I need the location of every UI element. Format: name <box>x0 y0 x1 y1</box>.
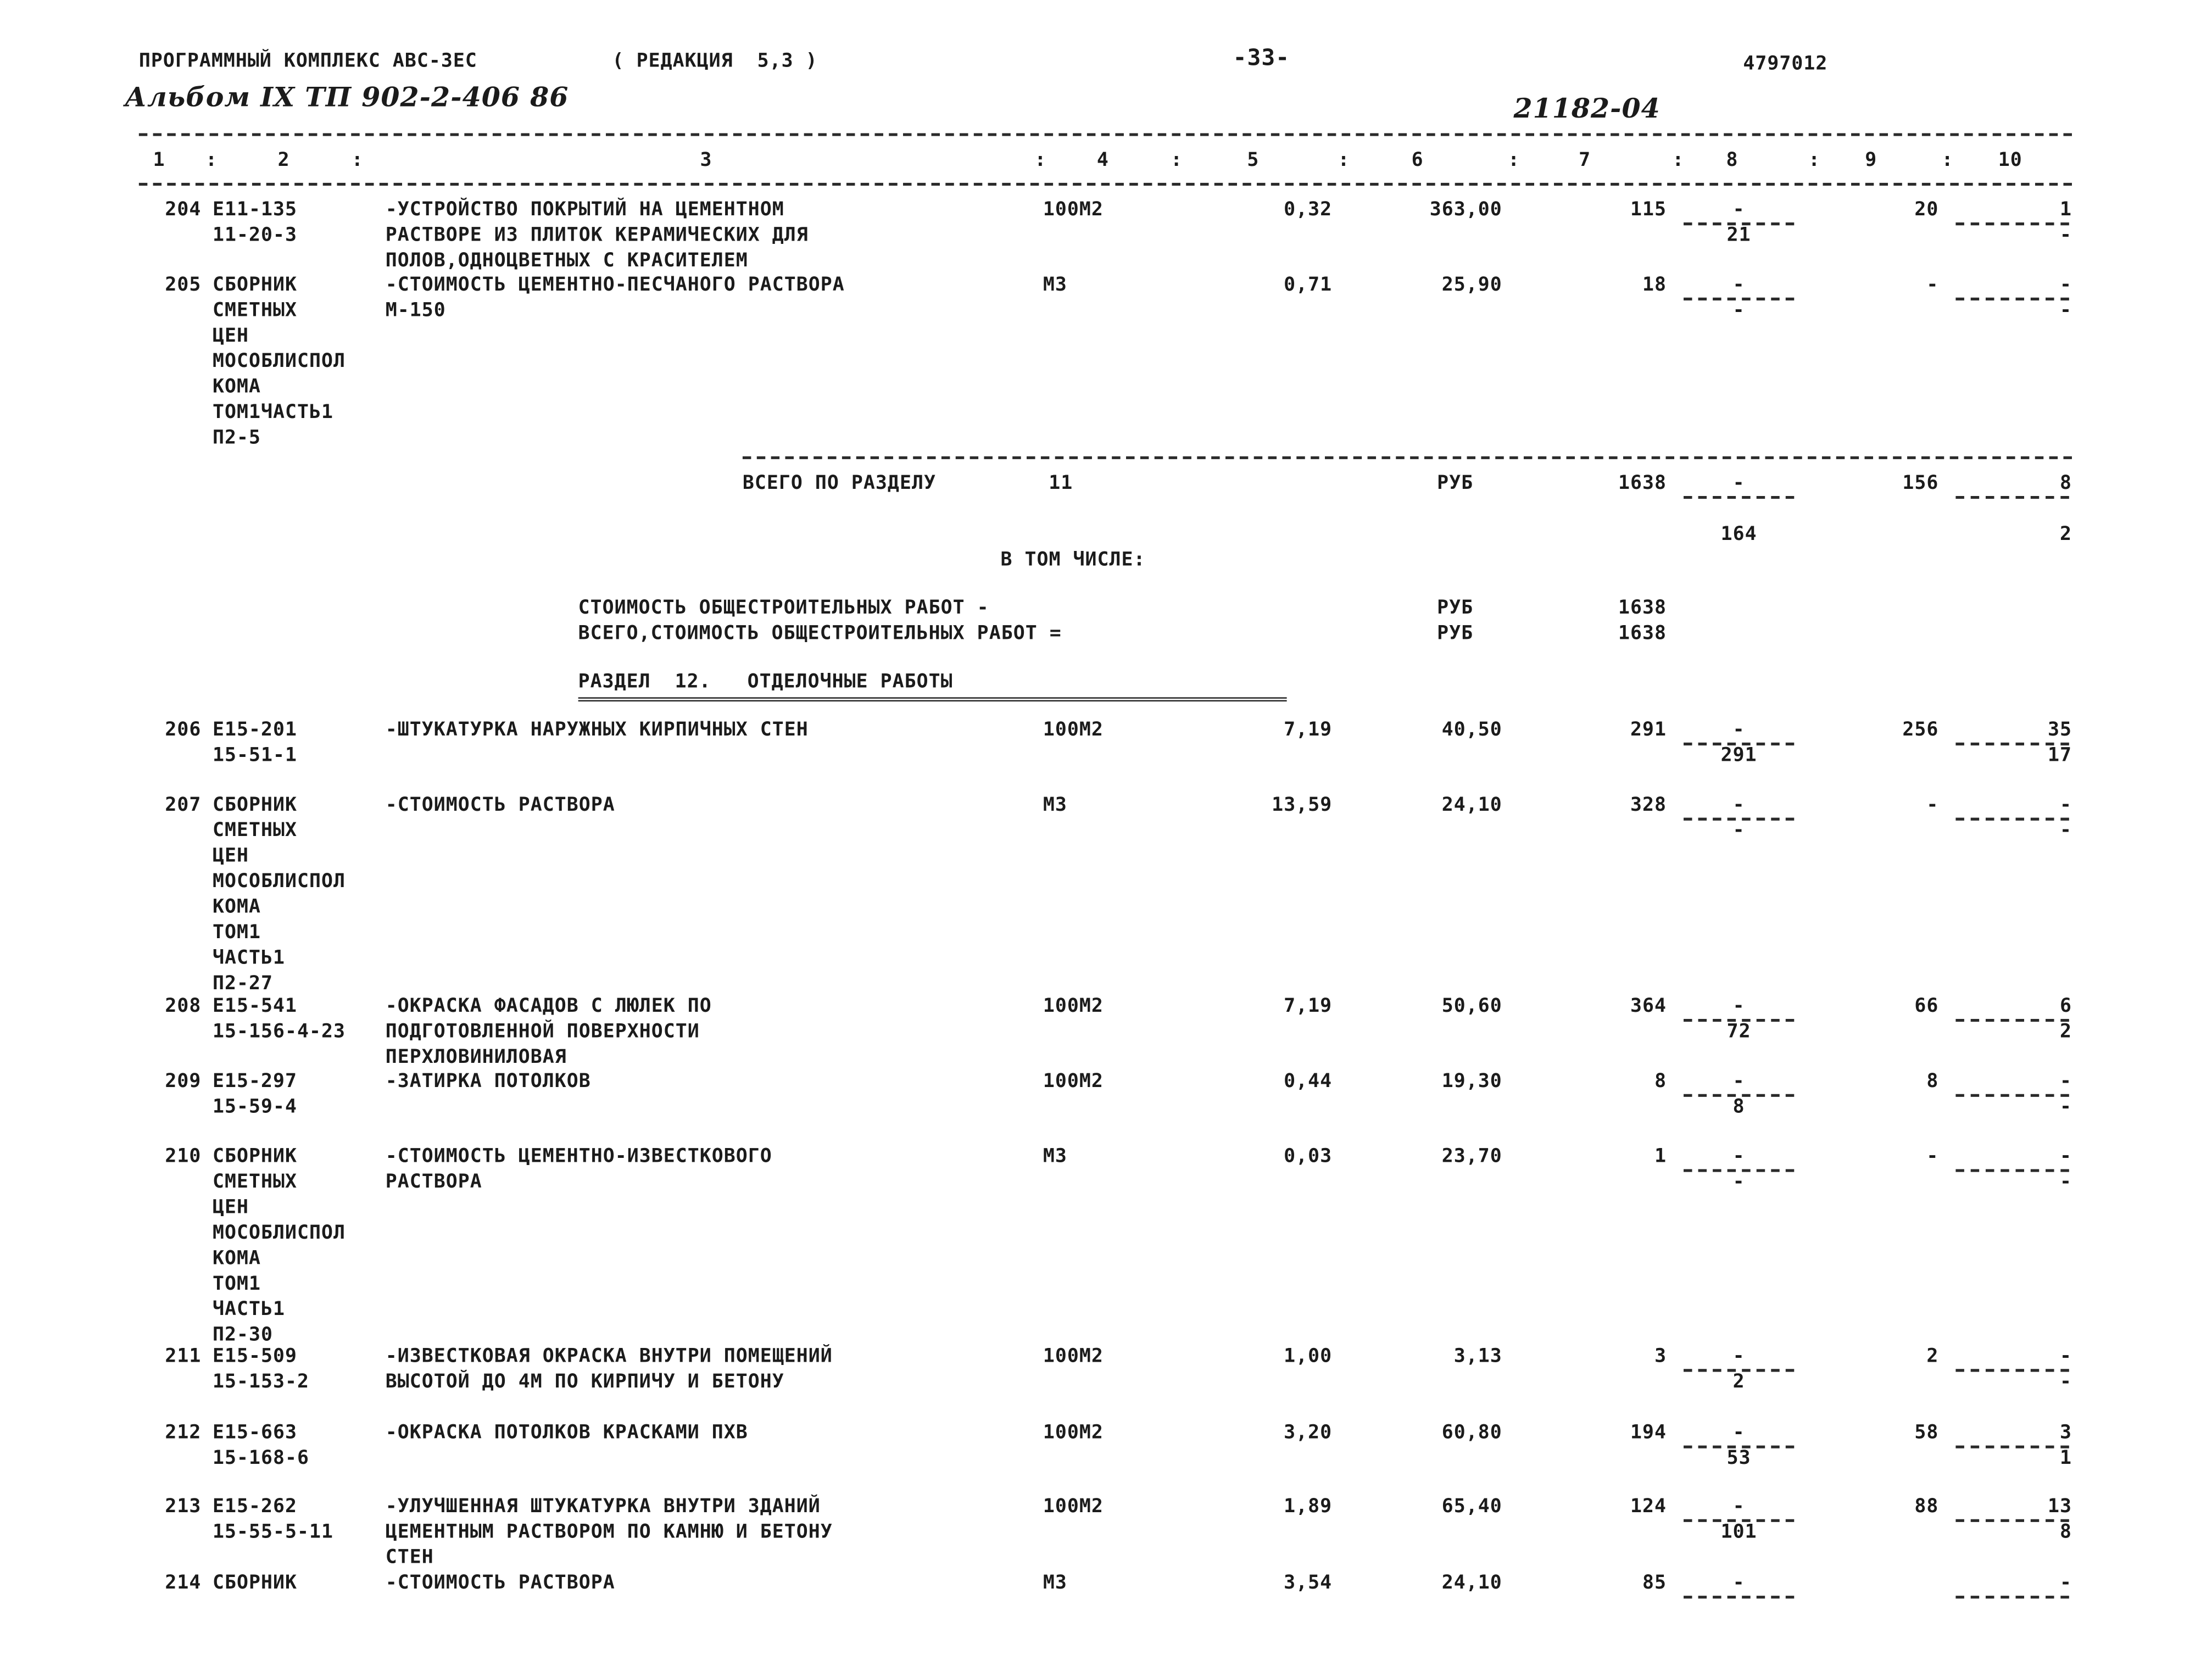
row-col8: - - <box>1681 1144 1797 1195</box>
row-description: -СТОИМОСТЬ РАСТВОРА <box>385 1572 615 1595</box>
column-separator: : <box>1808 148 1821 172</box>
row-description: -УСТРОЙСТВО ПОКРЫТИЙ НА ЦЕМЕНТНОМ РАСТВОРЕ ИЗ ПЛИТОК КЕРАМИЧЕСКИХ ДЛЯ ПОЛОВ,ОДНОЦВЕТНЫХ С КРАСИТЕЛЕМ <box>385 198 809 272</box>
row-total: 364 <box>1630 995 1667 1018</box>
section-total-col8: - 164 <box>1681 471 1797 547</box>
row-quantity: 0,44 <box>1284 1069 1333 1093</box>
row-col10: - - <box>1953 272 2072 323</box>
row-total: 1 <box>1654 1145 1667 1168</box>
column-header-3: 3 <box>700 148 712 172</box>
section-12-title: РАЗДЕЛ 12. ОТДЕЛОЧНЫЕ РАБОТЫ <box>578 670 953 693</box>
row-number: 210 <box>165 1145 202 1168</box>
row-code: Е15-262 15-55-5-11 <box>213 1495 334 1543</box>
row-description: -СТОИМОСТЬ ЦЕМЕНТНО-ИЗВЕСТКОВОГО РАСТВОРА <box>385 1145 772 1194</box>
row-quantity: 1,89 <box>1284 1495 1333 1518</box>
row-total: 3 <box>1654 1345 1667 1368</box>
row-code: Е11-135 11-20-3 <box>213 198 298 247</box>
column-header-8: 8 <box>1726 148 1739 172</box>
column-header-9: 9 <box>1865 148 1877 172</box>
row-number: 207 <box>165 793 202 817</box>
album-handwritten: Альбом IX ТП 902-2-406 86 <box>125 82 569 114</box>
row-col10: 3 1 <box>1953 1420 2072 1471</box>
column-separator: : <box>1034 148 1047 172</box>
column-header-7: 7 <box>1579 148 1591 172</box>
row-number: 204 <box>165 198 202 221</box>
stamp-handwritten: 21182-04 <box>1513 93 1661 125</box>
column-separator: : <box>1338 148 1350 172</box>
row-total: 328 <box>1630 793 1667 817</box>
program-name: ПРОГРАММНЫЙ КОМПЛЕКС АВС-ЗЕС <box>138 49 477 73</box>
row-unit-price: 25,90 <box>1441 273 1502 297</box>
row-unit-price: 65,40 <box>1441 1495 1502 1518</box>
row-unit-price: 3,13 <box>1453 1345 1502 1368</box>
row-number: 211 <box>165 1345 202 1368</box>
section-number: 11 <box>1049 472 1073 495</box>
section-total-col10: 8 2 <box>1953 471 2072 547</box>
header-rule-bottom <box>139 183 2072 186</box>
including-line2-label: ВСЕГО,СТОИМОСТЬ ОБЩЕСТРОИТЕЛЬНЫХ РАБОТ = <box>578 622 1062 645</box>
row-unit: 100М2 <box>1043 1069 1104 1093</box>
row-quantity: 3,54 <box>1284 1572 1333 1595</box>
row-col8: - - <box>1681 272 1797 323</box>
row-code: Е15-663 15-168-6 <box>213 1421 310 1470</box>
row-description: -УЛУЧШЕННАЯ ШТУКАТУРКА ВНУТРИ ЗДАНИЙ ЦЕМЕНТНЫМ РАСТВОРОМ ПО КАМНЮ И БЕТОНУ СТЕН <box>385 1495 833 1569</box>
column-header-4: 4 <box>1096 148 1109 172</box>
row-description: -ОКРАСКА ПОТОЛКОВ КРАСКАМИ ПХВ <box>385 1421 748 1445</box>
section-total-unit: РУБ <box>1437 472 1474 495</box>
row-col8: - 21 <box>1681 197 1797 248</box>
row-number: 209 <box>165 1069 202 1093</box>
row-quantity: 13,59 <box>1272 793 1333 817</box>
row-unit-price: 24,10 <box>1441 1572 1502 1595</box>
column-separator: : <box>351 148 364 172</box>
row-unit-price: 23,70 <box>1441 1145 1502 1168</box>
row-col9: 2 <box>1926 1345 1939 1368</box>
column-header-1: 1 <box>153 148 165 172</box>
row-col10: - - <box>1953 1344 2072 1395</box>
including-line1-label: СТОИМОСТЬ ОБЩЕСТРОИТЕЛЬНЫХ РАБОТ - <box>578 597 989 620</box>
row-total: 8 <box>1654 1069 1667 1093</box>
row-number: 213 <box>165 1495 202 1518</box>
row-code: СБОРНИК <box>213 1572 298 1595</box>
row-quantity: 1,00 <box>1284 1345 1333 1368</box>
row-unit-price: 40,50 <box>1441 718 1502 742</box>
column-header-6: 6 <box>1411 148 1424 172</box>
column-separator: : <box>1941 148 1954 172</box>
row-unit: 100М2 <box>1043 995 1104 1018</box>
row-col8: - 72 <box>1681 994 1797 1045</box>
column-separator: : <box>1672 148 1685 172</box>
row-description: -СТОИМОСТЬ РАСТВОРА <box>385 793 615 817</box>
including-line1-unit: РУБ <box>1437 597 1474 620</box>
section-total-col9: 156 <box>1902 472 1939 495</box>
row-col10: - - <box>1953 792 2072 843</box>
row-number: 208 <box>165 995 202 1018</box>
row-quantity: 0,03 <box>1284 1145 1333 1168</box>
page-number: -33- <box>1233 43 1290 71</box>
row-description: -ШТУКАТУРКА НАРУЖНЫХ КИРПИЧНЫХ СТЕН <box>385 718 809 742</box>
row-col8: - 291 <box>1681 717 1797 768</box>
row-col8: - 2 <box>1681 1344 1797 1395</box>
row-description: -ОКРАСКА ФАСАДОВ С ЛЮЛЕК ПО ПОДГОТОВЛЕННОЙ ПОВЕРХНОСТИ ПЕРХЛОВИНИЛОВАЯ <box>385 995 712 1069</box>
row-unit: М3 <box>1043 1145 1067 1168</box>
row-code: Е15-297 15-59-4 <box>213 1069 298 1118</box>
row-unit: 100М2 <box>1043 718 1104 742</box>
row-unit-price: 363,00 <box>1429 198 1502 221</box>
row-col9: 8 <box>1926 1069 1939 1093</box>
row-col9: 66 <box>1914 995 1939 1018</box>
column-separator: : <box>1508 148 1520 172</box>
column-header-10: 10 <box>1998 148 2022 172</box>
row-number: 214 <box>165 1572 202 1595</box>
row-total: 194 <box>1630 1421 1667 1445</box>
row-col10: 1 - <box>1953 197 2072 248</box>
row-col9: 20 <box>1914 198 1939 221</box>
row-quantity: 7,19 <box>1284 995 1333 1018</box>
row-total: 291 <box>1630 718 1667 742</box>
row-col8: - 8 <box>1681 1068 1797 1119</box>
row-col9: 256 <box>1902 718 1939 742</box>
row-number: 206 <box>165 718 202 742</box>
row-code: СБОРНИК СМЕТНЫХ ЦЕН МОСОБЛИСПОЛ КОМА ТОМ1 ЧАСТЬ1 П2-27 <box>213 793 346 995</box>
including-line2-unit: РУБ <box>1437 622 1474 645</box>
row-col8: - - <box>1681 792 1797 843</box>
row-unit: 100М2 <box>1043 1421 1104 1445</box>
header-rule-top <box>139 133 2072 136</box>
section-total-value: 1638 <box>1618 472 1667 495</box>
row-col8: - 53 <box>1681 1420 1797 1471</box>
column-separator: : <box>1171 148 1183 172</box>
row-description: -СТОИМОСТЬ ЦЕМЕНТНО-ПЕСЧАНОГО РАСТВОРА М-150 <box>385 273 845 322</box>
section-total-label: ВСЕГО ПО РАЗДЕЛУ <box>742 472 936 495</box>
row-unit-price: 60,80 <box>1441 1421 1502 1445</box>
row-unit-price: 19,30 <box>1441 1069 1502 1093</box>
row-col10: 6 2 <box>1953 994 2072 1045</box>
row-unit: М3 <box>1043 1572 1067 1595</box>
row-number: 212 <box>165 1421 202 1445</box>
row-total: 85 <box>1642 1572 1667 1595</box>
row-col10: 13 8 <box>1953 1494 2072 1545</box>
row-unit: М3 <box>1043 793 1067 817</box>
row-col9: - <box>1926 273 1939 297</box>
row-quantity: 7,19 <box>1284 718 1333 742</box>
including-line1-value: 1638 <box>1618 597 1667 620</box>
row-col9: - <box>1926 1145 1939 1168</box>
row-col9: - <box>1926 793 1939 817</box>
row-col10: - - <box>1953 1144 2072 1195</box>
row-col9: 88 <box>1914 1495 1939 1518</box>
edition: ( РЕДАКЦИЯ 5,3 ) <box>612 49 818 73</box>
row-col10: - - <box>1953 1068 2072 1119</box>
row-code: СБОРНИК СМЕТНЫХ ЦЕН МОСОБЛИСПОЛ КОМА ТОМ1ЧАСТЬ1 П2-5 <box>213 273 346 449</box>
row-quantity: 0,71 <box>1284 273 1333 297</box>
row-quantity: 3,20 <box>1284 1421 1333 1445</box>
row-total: 18 <box>1642 273 1667 297</box>
row-description: -ЗАТИРКА ПОТОЛКОВ <box>385 1069 591 1093</box>
row-unit-price: 24,10 <box>1441 793 1502 817</box>
row-col8: - 101 <box>1681 1494 1797 1545</box>
including-line2-value: 1638 <box>1618 622 1667 645</box>
including-label: В ТОМ ЧИСЛЕ: <box>1000 548 1146 571</box>
row-col10: 35 17 <box>1953 717 2072 768</box>
row-unit: 100М2 <box>1043 1495 1104 1518</box>
row-code: Е15-201 15-51-1 <box>213 718 298 767</box>
row-col9: 58 <box>1914 1421 1939 1445</box>
row-code: Е15-509 15-153-2 <box>213 1345 310 1394</box>
row-code: СБОРНИК СМЕТНЫХ ЦЕН МОСОБЛИСПОЛ КОМА ТОМ1 ЧАСТЬ1 П2-30 <box>213 1145 346 1346</box>
row-total: 124 <box>1630 1495 1667 1518</box>
row-total: 115 <box>1630 198 1667 221</box>
row-col10: - <box>1953 1570 2072 1621</box>
row-description: -ИЗВЕСТКОВАЯ ОКРАСКА ВНУТРИ ПОМЕЩЕНИЙ ВЫСОТОЙ ДО 4М ПО КИРПИЧУ И БЕТОНУ <box>385 1345 833 1394</box>
column-separator: : <box>205 148 218 172</box>
row-unit-price: 50,60 <box>1441 995 1502 1018</box>
column-header-5: 5 <box>1247 148 1260 172</box>
row-code: Е15-541 15-156-4-23 <box>213 995 346 1043</box>
row-unit: М3 <box>1043 273 1067 297</box>
column-header-2: 2 <box>277 148 290 172</box>
row-quantity: 0,32 <box>1284 198 1333 221</box>
doc-number: 4797012 <box>1743 52 1828 75</box>
row-unit: 100М2 <box>1043 1345 1104 1368</box>
section-12-double-rule <box>578 697 1287 701</box>
row-number: 205 <box>165 273 202 297</box>
row-unit: 100М2 <box>1043 198 1104 221</box>
row-col8: - <box>1681 1570 1797 1621</box>
total-rule <box>743 456 2072 459</box>
